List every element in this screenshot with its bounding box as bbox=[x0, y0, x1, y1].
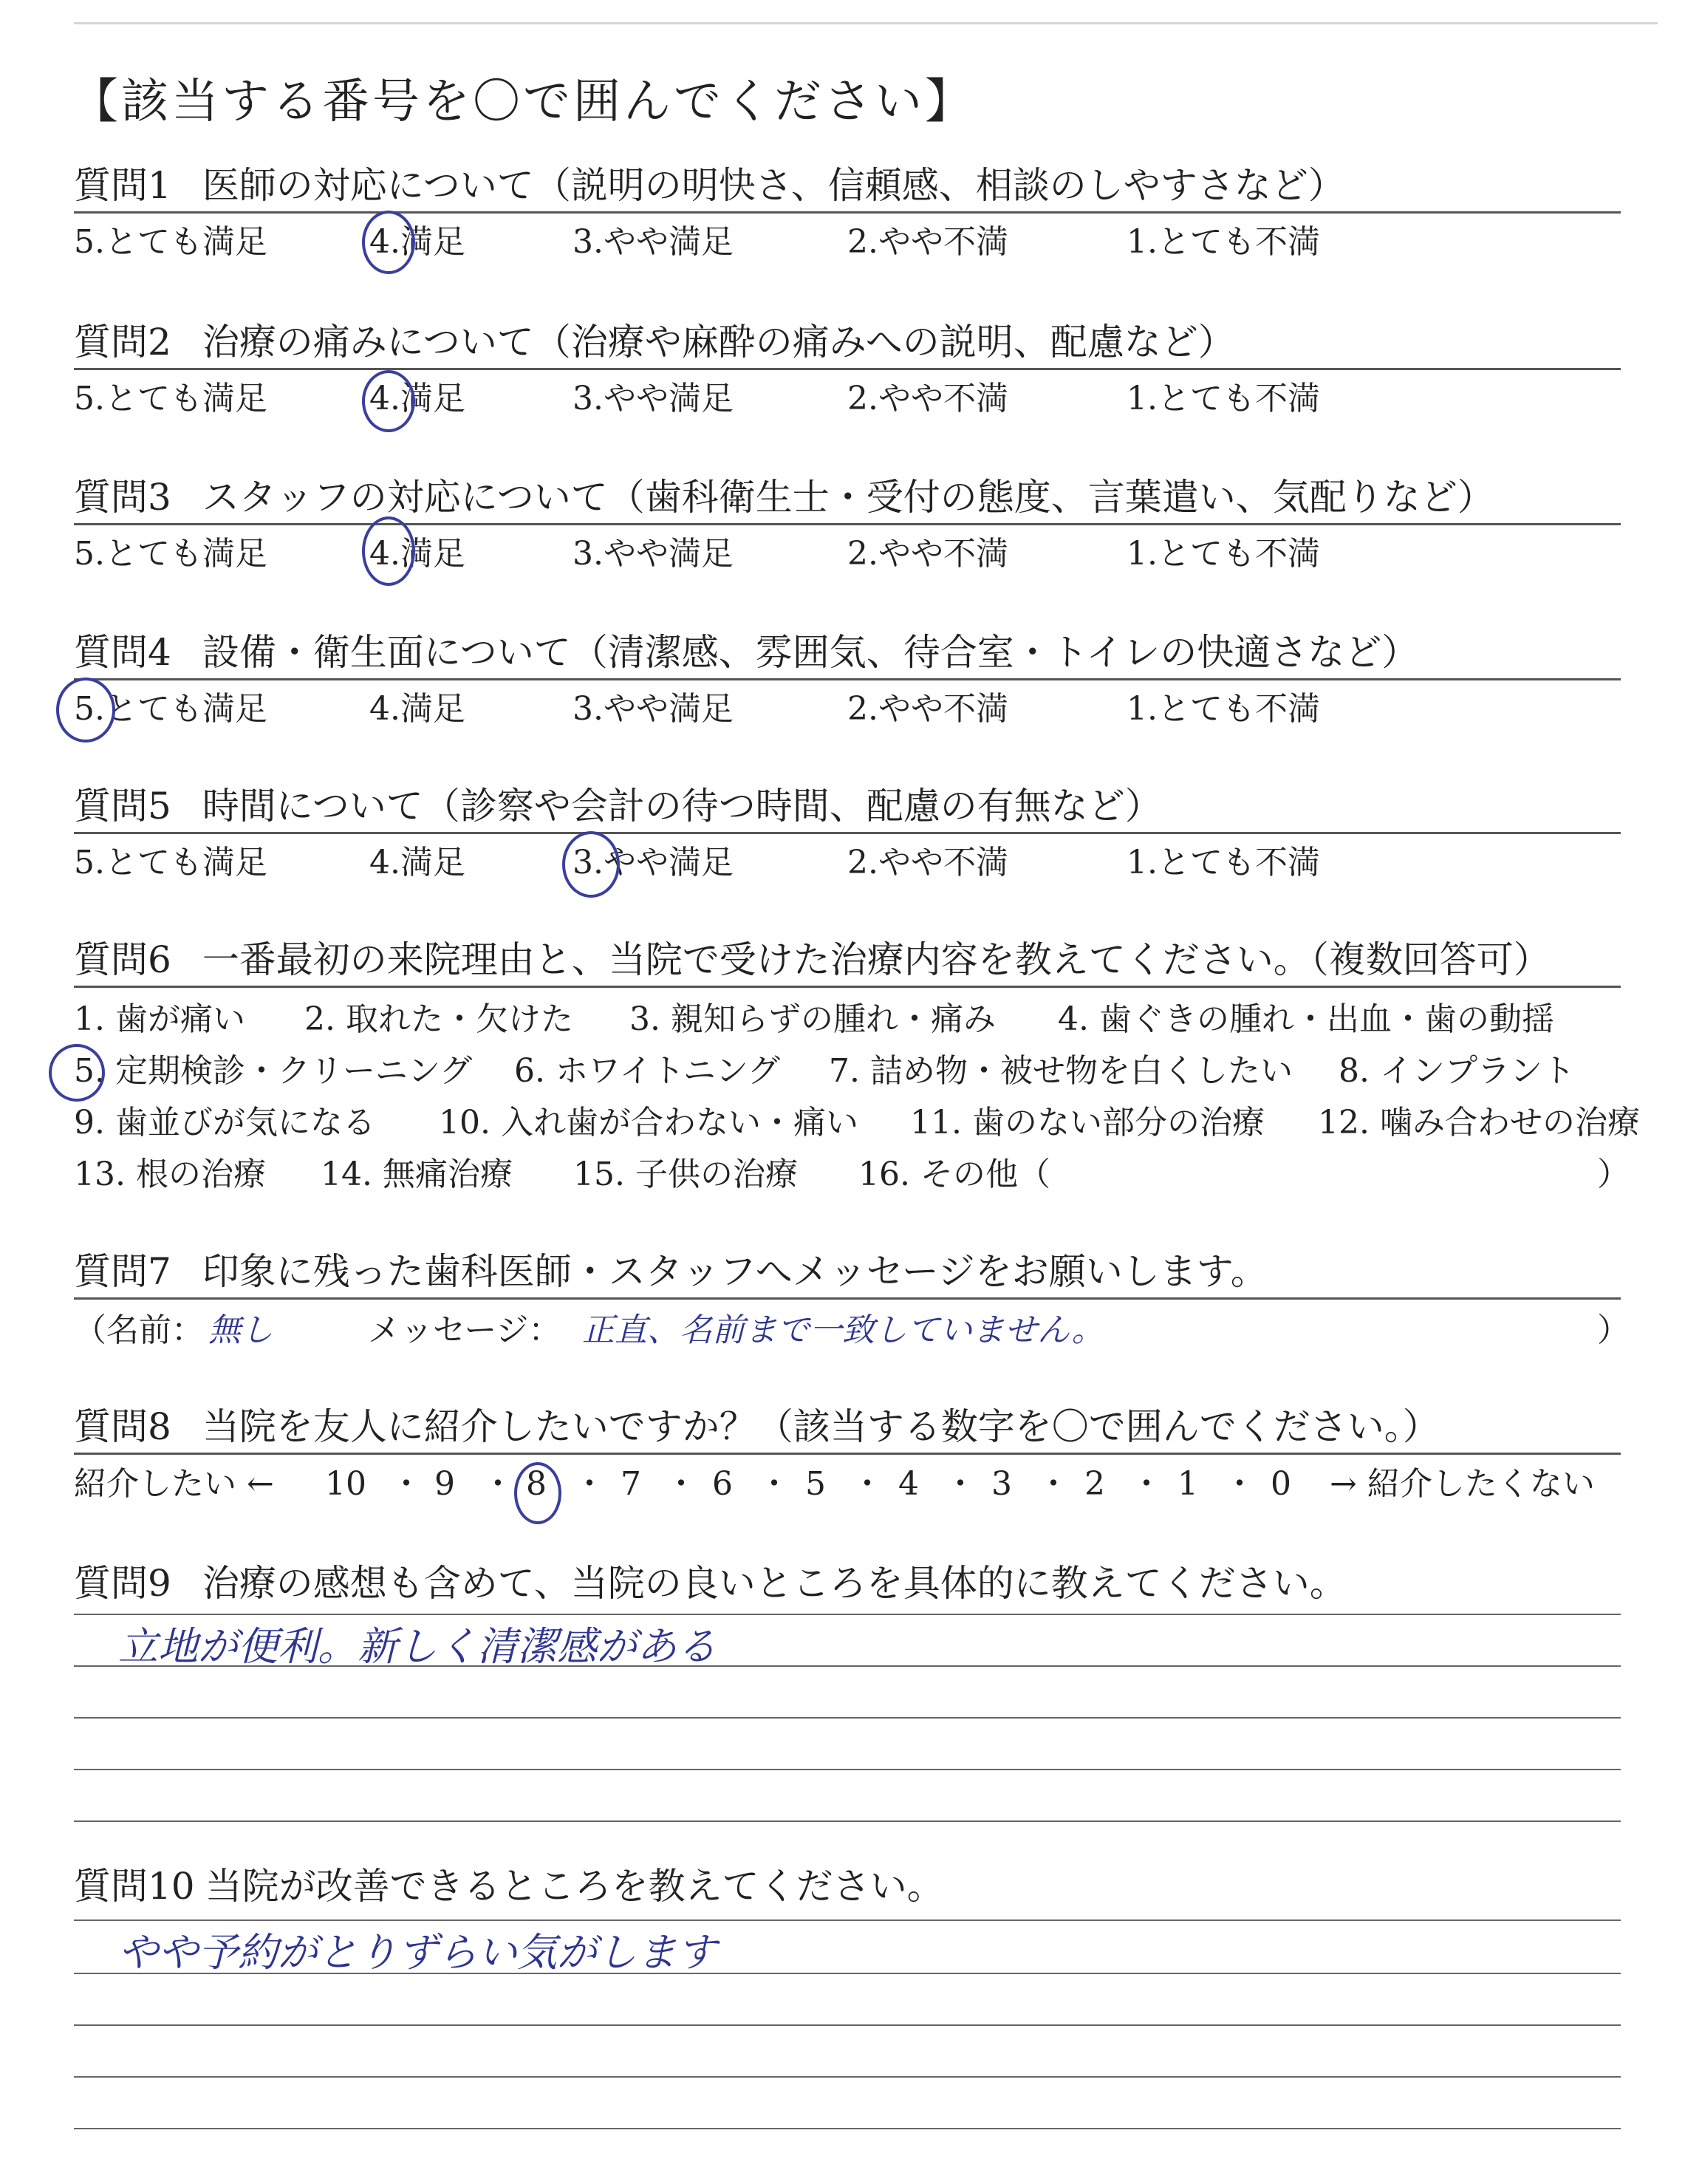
message-value[interactable]: 正直、名前まで一致していません。 bbox=[582, 1311, 1104, 1349]
scale-value[interactable]: 2 bbox=[1084, 1465, 1105, 1503]
question-text: 医師の対応について（説明の明快さ、信頼感、相談のしやすさなど） bbox=[202, 164, 1345, 207]
option-4[interactable]: 4.満足 bbox=[369, 690, 465, 728]
treatment-option[interactable]: 3. 親知らずの腫れ・痛み bbox=[629, 1000, 996, 1038]
option-4[interactable]: 4.満足 bbox=[369, 531, 573, 577]
question-2 bbox=[74, 318, 1621, 422]
question-header bbox=[74, 628, 1621, 680]
question-number: 質問7 bbox=[74, 1250, 171, 1293]
question-text: 治療の感想も含めて、当院の良いところを具体的に教えてください。 bbox=[202, 1562, 1347, 1605]
treatment-option[interactable]: 6. ホワイトニング bbox=[514, 1052, 781, 1090]
option-3[interactable]: 3.やや満足 bbox=[573, 380, 734, 417]
answer-line bbox=[74, 2024, 1621, 2026]
scale-dot: ・ bbox=[573, 1465, 606, 1503]
treatment-option[interactable]: 4. 歯ぐきの腫れ・出血・歯の動揺 bbox=[1058, 1000, 1554, 1038]
question-4 bbox=[74, 628, 1621, 732]
option-2[interactable]: 2.やや不満 bbox=[847, 690, 1008, 728]
scale-dot: ・ bbox=[1223, 1465, 1256, 1503]
name-value[interactable]: 無し bbox=[208, 1311, 273, 1349]
recommend-scale bbox=[74, 1458, 1621, 1511]
option-5[interactable]: 5.とても満足 bbox=[74, 223, 267, 261]
treatment-row-4 bbox=[74, 1149, 1630, 1201]
question-header bbox=[74, 935, 1621, 988]
option-4[interactable]: 4.満足 bbox=[369, 376, 573, 422]
rating-options bbox=[74, 376, 1621, 422]
treatment-option[interactable]: 2. 取れた・欠けた bbox=[304, 1000, 573, 1038]
question-text: 印象に残った歯科医師・スタッフへメッセージをお願いします。 bbox=[202, 1250, 1268, 1293]
treatment-option[interactable]: 10. 入れ歯が合わない・痛い bbox=[439, 1104, 858, 1142]
treatment-option-other[interactable]: 16. その他（ bbox=[858, 1156, 1050, 1193]
option-4[interactable]: 4.満足 bbox=[369, 219, 573, 265]
treatment-option[interactable]: 15. 子供の治療 bbox=[573, 1156, 798, 1193]
question-text: スタッフの対応について（歯科衛生士・受付の態度、言葉遣い、気配りなど） bbox=[202, 476, 1494, 519]
treatment-option[interactable]: 12. 噛み合わせの治療 bbox=[1318, 1104, 1640, 1142]
question-1 bbox=[74, 161, 1621, 265]
question-header bbox=[74, 161, 1621, 214]
question-number: 質問9 bbox=[74, 1562, 171, 1605]
option-5[interactable]: 5.とても満足 bbox=[74, 844, 267, 881]
rating-options bbox=[74, 686, 1621, 732]
question-number: 質問10 bbox=[74, 1865, 195, 1908]
treatment-option[interactable]: 13. 根の治療 bbox=[74, 1156, 266, 1193]
question-number: 質問2 bbox=[74, 321, 171, 364]
treatment-row-2 bbox=[74, 1045, 1621, 1097]
answer-line bbox=[74, 1717, 1621, 1719]
scale-value[interactable]: 3 bbox=[991, 1465, 1012, 1503]
message-row bbox=[74, 1304, 1630, 1357]
option-3[interactable]: 3.やや満足 bbox=[573, 690, 734, 728]
question-header bbox=[74, 1559, 1621, 1608]
scale-dot: ・ bbox=[1037, 1465, 1070, 1503]
scale-dot: ・ bbox=[665, 1465, 697, 1503]
option-3[interactable]: 3.やや満足 bbox=[573, 535, 734, 573]
scale-dot: ・ bbox=[758, 1465, 790, 1503]
message-label: メッセージ： bbox=[368, 1311, 561, 1349]
question-8 bbox=[74, 1402, 1621, 1511]
scale-dot: ・ bbox=[944, 1465, 977, 1503]
scale-value[interactable]: 7 bbox=[621, 1465, 641, 1503]
answer-line bbox=[74, 1665, 1621, 1667]
question-5 bbox=[74, 782, 1621, 886]
option-3[interactable]: 3.やや満足 bbox=[573, 223, 734, 261]
other-close-paren: ） bbox=[1597, 1156, 1630, 1193]
question-7 bbox=[74, 1247, 1630, 1357]
question-9 bbox=[74, 1559, 1621, 1896]
scale-dot: ・ bbox=[1130, 1465, 1163, 1503]
question-header bbox=[74, 1862, 1621, 1911]
answer-text[interactable]: 立地が便利。新しく清潔感がある bbox=[118, 1623, 717, 1670]
scale-value[interactable]: 4 bbox=[898, 1465, 919, 1503]
answer-lines bbox=[74, 1608, 1621, 1896]
question-text: 当院を友人に紹介したいですか？（該当する数字を〇で囲んでください。） bbox=[202, 1405, 1440, 1448]
question-number: 質問8 bbox=[74, 1405, 171, 1448]
page-top-rule bbox=[74, 22, 1658, 24]
option-2[interactable]: 2.やや不満 bbox=[847, 223, 1008, 261]
answer-lines bbox=[74, 1911, 1621, 2184]
option-2[interactable]: 2.やや不満 bbox=[847, 844, 1008, 881]
treatment-option[interactable]: 5. 定期検診・クリーニング bbox=[74, 1052, 473, 1090]
scale-value[interactable]: 1 bbox=[1178, 1465, 1198, 1503]
treatment-row-3 bbox=[74, 1097, 1640, 1149]
treatment-option[interactable]: 14. 無痛治療 bbox=[321, 1156, 513, 1193]
treatment-row-1 bbox=[74, 994, 1621, 1045]
answer-line bbox=[74, 1973, 1621, 1974]
rating-options bbox=[74, 531, 1621, 577]
page-title: 【該当する番号を〇で囲んでください】 bbox=[71, 75, 975, 129]
question-number: 質問3 bbox=[74, 476, 171, 519]
option-1[interactable]: 1.とても不満 bbox=[1127, 380, 1320, 417]
answer-text[interactable]: やや予約がとりずらい気がします bbox=[118, 1929, 717, 1976]
question-3 bbox=[74, 473, 1621, 577]
option-5[interactable]: 5.とても満足 bbox=[74, 380, 267, 417]
scale-value[interactable]: 9 bbox=[434, 1465, 455, 1503]
rating-options bbox=[74, 840, 1621, 886]
scale-value[interactable]: 0 bbox=[1271, 1465, 1291, 1503]
treatment-option[interactable]: 8. インプラント bbox=[1339, 1052, 1575, 1090]
question-header bbox=[74, 318, 1621, 370]
question-text: 設備・衛生面について（清潔感、雰囲気、待合室・トイレの快適さなど） bbox=[202, 631, 1419, 674]
question-number: 質問4 bbox=[74, 631, 171, 674]
question-header bbox=[74, 473, 1621, 525]
option-1[interactable]: 1.とても不満 bbox=[1127, 690, 1320, 728]
scale-dot: ・ bbox=[390, 1465, 423, 1503]
option-5[interactable]: 5.とても満足 bbox=[74, 686, 369, 732]
question-number: 質問6 bbox=[74, 938, 171, 981]
answer-line bbox=[74, 2076, 1621, 2078]
question-number: 質問5 bbox=[74, 785, 171, 827]
answer-line bbox=[74, 1769, 1621, 1770]
scale-dot: ・ bbox=[482, 1465, 514, 1503]
rating-options bbox=[74, 219, 1621, 265]
option-1[interactable]: 1.とても不満 bbox=[1127, 535, 1320, 573]
question-6 bbox=[74, 935, 1640, 1201]
question-header bbox=[74, 1402, 1621, 1455]
question-text: 時間について（診察や会計の待つ時間、配慮の有無など） bbox=[202, 785, 1162, 827]
question-header bbox=[74, 1247, 1621, 1300]
option-2[interactable]: 2.やや不満 bbox=[847, 380, 1008, 417]
scale-dot: ・ bbox=[851, 1465, 884, 1503]
option-1[interactable]: 1.とても不満 bbox=[1127, 844, 1320, 881]
treatment-option[interactable]: 9. 歯並びが気になる bbox=[74, 1104, 375, 1142]
question-header bbox=[74, 782, 1621, 834]
scale-value[interactable]: 10 bbox=[325, 1465, 366, 1503]
scale-left-label: 紹介したい ← bbox=[74, 1465, 274, 1503]
question-number: 質問1 bbox=[74, 164, 171, 207]
treatment-option[interactable]: 11. 歯のない部分の治療 bbox=[910, 1104, 1265, 1142]
scale-right-label: → 紹介したくない bbox=[1330, 1465, 1595, 1503]
option-3[interactable]: 3.やや満足 bbox=[573, 840, 847, 886]
answer-line bbox=[74, 2128, 1621, 2129]
option-5[interactable]: 5.とても満足 bbox=[74, 535, 267, 573]
option-1[interactable]: 1.とても不満 bbox=[1127, 223, 1320, 261]
scale-value[interactable]: 5 bbox=[805, 1465, 826, 1503]
message-close-paren: ） bbox=[1597, 1311, 1630, 1349]
question-text: 治療の痛みについて（治療や麻酔の痛みへの説明、配慮など） bbox=[202, 321, 1235, 364]
treatment-option[interactable]: 1. 歯が痛い bbox=[74, 1000, 245, 1038]
scale-value[interactable]: 8 bbox=[526, 1465, 547, 1503]
answer-line bbox=[74, 1820, 1621, 1822]
option-4[interactable]: 4.満足 bbox=[369, 844, 465, 881]
scale-value[interactable]: 6 bbox=[712, 1465, 733, 1503]
question-10 bbox=[74, 1862, 1621, 2184]
name-label: （名前： bbox=[74, 1311, 204, 1349]
question-text: 当院が改善できるところを教えてください。 bbox=[205, 1865, 944, 1908]
option-2[interactable]: 2.やや不満 bbox=[847, 535, 1008, 573]
question-text: 一番最初の来院理由と、当院で受けた治療内容を教えてください。（複数回答可） bbox=[202, 938, 1551, 981]
treatment-option[interactable]: 7. 詰め物・被せ物を白くしたい bbox=[829, 1052, 1293, 1090]
